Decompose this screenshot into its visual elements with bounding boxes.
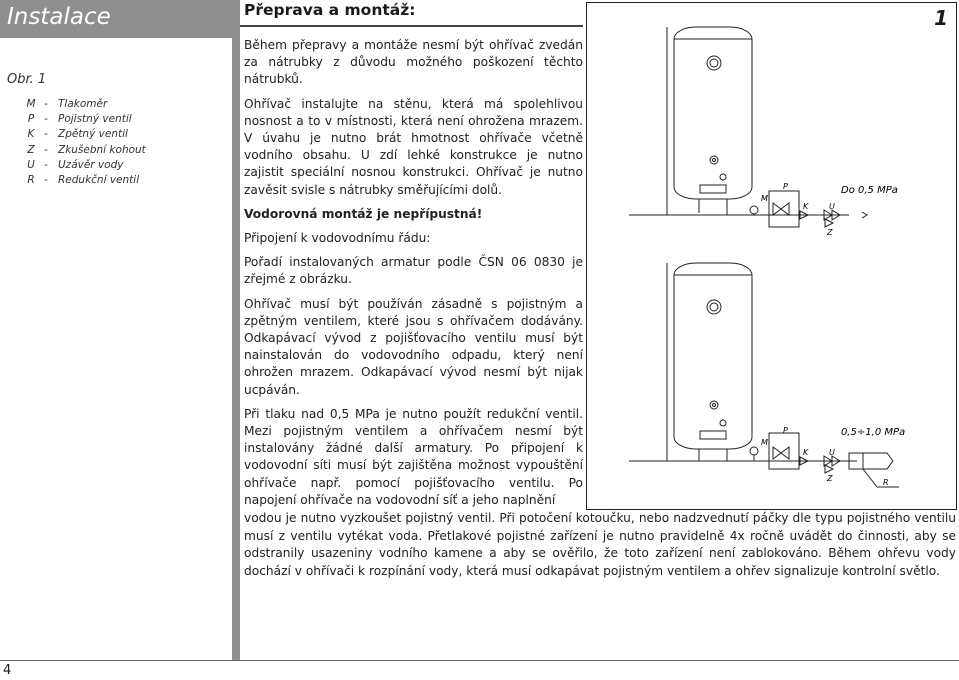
label-Z: Z	[827, 474, 833, 483]
label-Z: Z	[827, 228, 833, 237]
legend	[18, 97, 146, 188]
main-text	[244, 37, 583, 516]
legend-item: K - Zpětný ventil	[27, 128, 128, 141]
legend-item: U - Uzávěr vody	[27, 158, 124, 171]
legend-item: R - Redukční ventil	[27, 174, 140, 187]
page-number: 4	[3, 663, 12, 678]
title-underline	[240, 25, 583, 27]
legend-item: Z - Zkušební kohout	[27, 143, 146, 156]
label-M: M	[761, 194, 768, 203]
paragraph: Ohřívač instalujte na stěnu, která má spolehlivou nosnost a to v místnosti, která není ohrožena mrazem. V úvahu je nutno brát hmotnost ohřívače včetně vodního obsahu. U zdí lehké konstrukce je nutno zajistit speciální nosnou konstrukci. Ohřívač je nutno zavěsit svisle s nátrubky směřujícími dolů.	[244, 96, 583, 197]
section-title: Instalace	[7, 4, 111, 30]
label-K: K	[803, 448, 809, 457]
warning-text: Vodorovná montáž je nepřípustná!	[244, 206, 483, 221]
page-title: Přeprava a montáž:	[244, 1, 416, 19]
paragraph: Během přepravy a montáže nesmí být ohřívač zvedán za nátrubky z důvodu možného poškození těchto nátrubků.	[244, 38, 583, 87]
paragraph: Pořadí instalovaných armatur podle ČSN 06 0830 je zřejmé z obrázku.	[244, 255, 583, 287]
sidebar	[0, 0, 232, 660]
figure-number: 1	[934, 6, 948, 30]
pressure-label-bottom: 0,5÷1,0 MPa	[841, 427, 906, 438]
figure-label: Obr. 1	[7, 72, 47, 87]
vertical-divider	[232, 0, 240, 660]
label-K: K	[803, 202, 809, 211]
legend-item: P - Pojistný ventil	[27, 113, 132, 126]
label-P: P	[783, 182, 788, 191]
label-P: P	[783, 426, 788, 435]
paragraph: Ohřívač musí být používán zásadně s pojistným a zpětným ventilem, které jsou s ohřívačem dodávány. Odkapávací vývod z pojišťovacího ventilu musí být nainstalován do vodovodního odpadu, který není ohrožen mrazem. Odkapávací vývod nesmí být nijak ucpáván.	[244, 296, 583, 397]
label-M: M	[761, 438, 768, 447]
pressure-label-top: Do 0,5 MPa	[841, 185, 898, 196]
label-U: U	[829, 202, 835, 211]
legend-item: M - Tlakoměr	[26, 98, 108, 110]
subheading: Připojení k vodovodnímu řádu:	[244, 231, 431, 246]
footer-rule	[0, 660, 959, 661]
section-title-bar	[0, 0, 232, 38]
paragraph-continuation: vodou je nutno vyzkoušet pojistný ventil. Při potočení kotoučku, nebo nadzvednutí páčky dle typu pojistného ventilu musí z ventilu vytékat voda. Přetlakové pojistné zařízení je nutno pravidelně 4x ročně uvádět do činnosti, aby se odstranily usazeniny vodního kamene a aby se ověřilo, že toto zařízení není zablokováno. Během ohřevu vody dochází v ohřívači k rozpínání vody, která musí odkapávat pojistným ventilem a ohřev signalizuje kontrolní světlo.	[244, 511, 956, 578]
label-U: U	[829, 448, 835, 457]
paragraph: Při tlaku nad 0,5 MPa je nutno použít redukční ventil. Mezi pojistným ventilem a ohřívačem nesmí být instalovány žádné další armatury. Po připojení k vodovodní síti musí být zajištěna možnost vypouštění ohřívače např. pomocí pojišťovacího ventilu. Po napojení ohřívače na vodovodní síť a jeho naplnění	[244, 406, 583, 507]
label-R: R	[883, 478, 889, 487]
diagram-labels	[587, 3, 956, 509]
installation-diagram	[586, 2, 957, 510]
